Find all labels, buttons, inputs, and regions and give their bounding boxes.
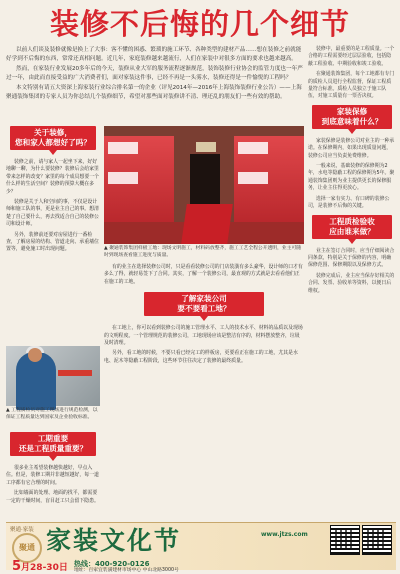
intro-paragraph: 然而，在家装行业发展20多年后的今天，装修从业大军的服务流程逐渐规范，装饰装修行业协会的监管力度也一年严过一年，由此而直接受益的广大消费者们，面对家装这件事，已经不再是一头雾水，装修还得是一件愉悦的工程吗？: [6, 66, 303, 81]
section-header-line: 工程质检验收: [329, 216, 375, 226]
body-paragraph: 选择一家有实力、有口碑的装修公司，是装修不后悔的关键。: [308, 195, 390, 210]
left-column: [6, 126, 100, 354]
photo-tool: [58, 370, 92, 376]
body-paragraph: 比如墙面的处理、地面的找平，都需要一定的干燥时间，盲目赶工只会留下隐患。: [6, 490, 99, 504]
qr-code-icon[interactable]: [330, 525, 360, 555]
logo-panel: [238, 172, 268, 184]
right-column: [308, 46, 396, 530]
ad-url-link[interactable]: www.jtzs.com: [261, 531, 308, 538]
body-paragraph: 另外，看工地的时候，不要只看已经完工的样板房，更要看正在施工的工地，尤其是水电、泥木等隐蔽工程阶段，这些环节往往决定了装修的最终质量。: [104, 350, 298, 364]
section-header-3: [10, 432, 96, 456]
section-header-line: 应由谁来做？: [329, 226, 375, 236]
logo-panel: [238, 142, 268, 154]
section-header-5: [312, 105, 392, 129]
body-paragraph: 装修中，最重要的是工程质量。一个合格的工程需要经过层层验收，包括隐蔽工程验收、中期验收和竣工验收。: [308, 46, 395, 67]
body-paragraph: 业主在签订合同时，应当仔细阅读合同条款，特别是关于保修的内容，明确保修范围、保修期限以及保修方式。: [308, 247, 395, 269]
body-paragraph: 装修完成后，业主应当保存好相关的合同、发票、验收单等资料，以便日后维权。: [308, 272, 395, 294]
ad-hotline[interactable]: 热线：400-920-0126: [74, 560, 150, 568]
ad-date: [12, 559, 68, 574]
section-header-4: [312, 215, 392, 239]
body-paragraph: 装修之前，请与家人一起坐下来，好好地聊一聊，为什么要装修？装修后会给家里带来怎样的改变？家里的每个成员想要一个什么样的生活空间？装修的预算大概在多少？: [6, 159, 99, 195]
left-column-lower: [6, 432, 100, 520]
photo-wall: [104, 136, 174, 236]
section-header-line: 家装保修: [336, 106, 368, 116]
photo-caption: ▲ 工程质检员对施工现场进行规范检测，以保证工程质量达到国家及企业验收标准。: [6, 408, 98, 420]
section-header-2: [144, 292, 264, 316]
section-header-line: 您和家人都想好了吗？: [15, 138, 91, 147]
ad-date-number: 5: [12, 559, 22, 574]
ad-date-rest: 月28-30日: [21, 563, 68, 573]
photo-door: [190, 154, 220, 206]
photo-caption: ▲ 聚通装饰集团样板工地：现场文明施工，材料码放整齐，施工工艺全程公开透明，业主可随时到现场查看施工进度与质量。: [104, 246, 302, 258]
body-paragraph: 一般来说，基础装修的保修期为2年，水电等隐蔽工程的保修期为5年。聚通装饰集团则为业主提供更长的保修服务，让业主住得更放心。: [308, 163, 395, 192]
section-header-line: 到底意味着什么？: [321, 116, 383, 126]
intro-paragraph: 本文特别有请五大资深上海家装行业综合排名第一的企业（评见2014年—2016年上海装饰装修行业公告）——上海聚通装饰集团的专家人员为你总结几个装修细节，希望对那些面对装修讲不清、理还乱的朋友们一些有效的帮助。: [6, 85, 302, 100]
brand-logo-icon: 聚通: [12, 533, 42, 563]
qr-codes: [330, 525, 392, 567]
logo-panel: [108, 172, 138, 184]
site-photo: [104, 126, 304, 244]
ad-brand-text: 聚通·家装: [10, 527, 34, 533]
body-paragraph: 家装保修是装修公司对业主的一种承诺。在保修期内，如果出现质量问题，装修公司应当负责免费维修。: [308, 137, 395, 159]
body-paragraph: 有的业主在选择装修公司时，只是看看装修公司的门店装潢有多么豪华，设计师的口才有多么了得，就轻易签下了合同。其实，了解一个装修公司，最直观的方式就是去看看他们正在施工的工地。: [104, 264, 303, 285]
section-header-line: 关于装修，: [34, 128, 72, 137]
section-header-line: 工期重要: [37, 434, 69, 443]
intro-paragraph: 以前人们谈及装修就像是换上了大事：客不懂的困惑、繁琐的施工环节、各种类型的建材产品……想在装修之前就能好学到不后悔的东西，常常还真相问题。近几年，家庭装修越来越流行，人们在家装中对很多方面的要求也越来越高。: [6, 47, 302, 62]
body-paragraph: 装修是关于人和空间的事，不仅是设计师和施工队的事，更是业主自己的事。想清楚了自己要什么，再去找适合自己的装修公司和设计师。: [6, 199, 99, 228]
photo-carpet: [181, 204, 233, 244]
middle-column: [104, 264, 304, 520]
section-header-line: 还是工程质量重要？: [18, 444, 88, 453]
body-paragraph: 在工地上，你可以看到装修公司的施工管理水平、工人的技术水平、材料的品质以及现场的文明程度。一个管理规范的装修公司，工地现场应该是整洁有序的，材料摆放整齐，垃圾及时清理。: [104, 325, 303, 347]
body-paragraph: 另外，装修前还要对房屋进行一番检查，了解房屋的结构、管道走向、承重墙位置等，避免施工时出现问题。: [6, 231, 99, 253]
qr-code-icon[interactable]: [362, 525, 392, 555]
section-header-line: 要不要看工地？: [177, 304, 231, 314]
photo-window: [196, 142, 216, 152]
ad-address: 地址：百家宜装潢建材市场中心 中山北路3000号: [74, 568, 179, 573]
worker-photo: [6, 346, 100, 406]
section-header-1: [10, 126, 96, 150]
body-paragraph: 很多业主希望装修越快越好，早点入住。但是，装修工期并非越短越好，每一道工序都有它合理的时间。: [6, 465, 99, 486]
logo-panel: [108, 142, 138, 154]
section-header-line: 了解家装公司: [181, 294, 227, 304]
headline: 装修不后悔的几个细节: [49, 7, 350, 41]
ad-banner[interactable]: [6, 522, 396, 574]
photo-wall: [234, 136, 304, 236]
photo-head: [28, 348, 42, 362]
ad-title: 家装文化节: [46, 526, 182, 555]
body-paragraph: 在聚通装饰集团，每个工地都有专门的质检人员进行全程监督，保证工程质量符合标准。质检人员独立于施工队伍，对施工质量有一票否决权。: [308, 71, 395, 100]
